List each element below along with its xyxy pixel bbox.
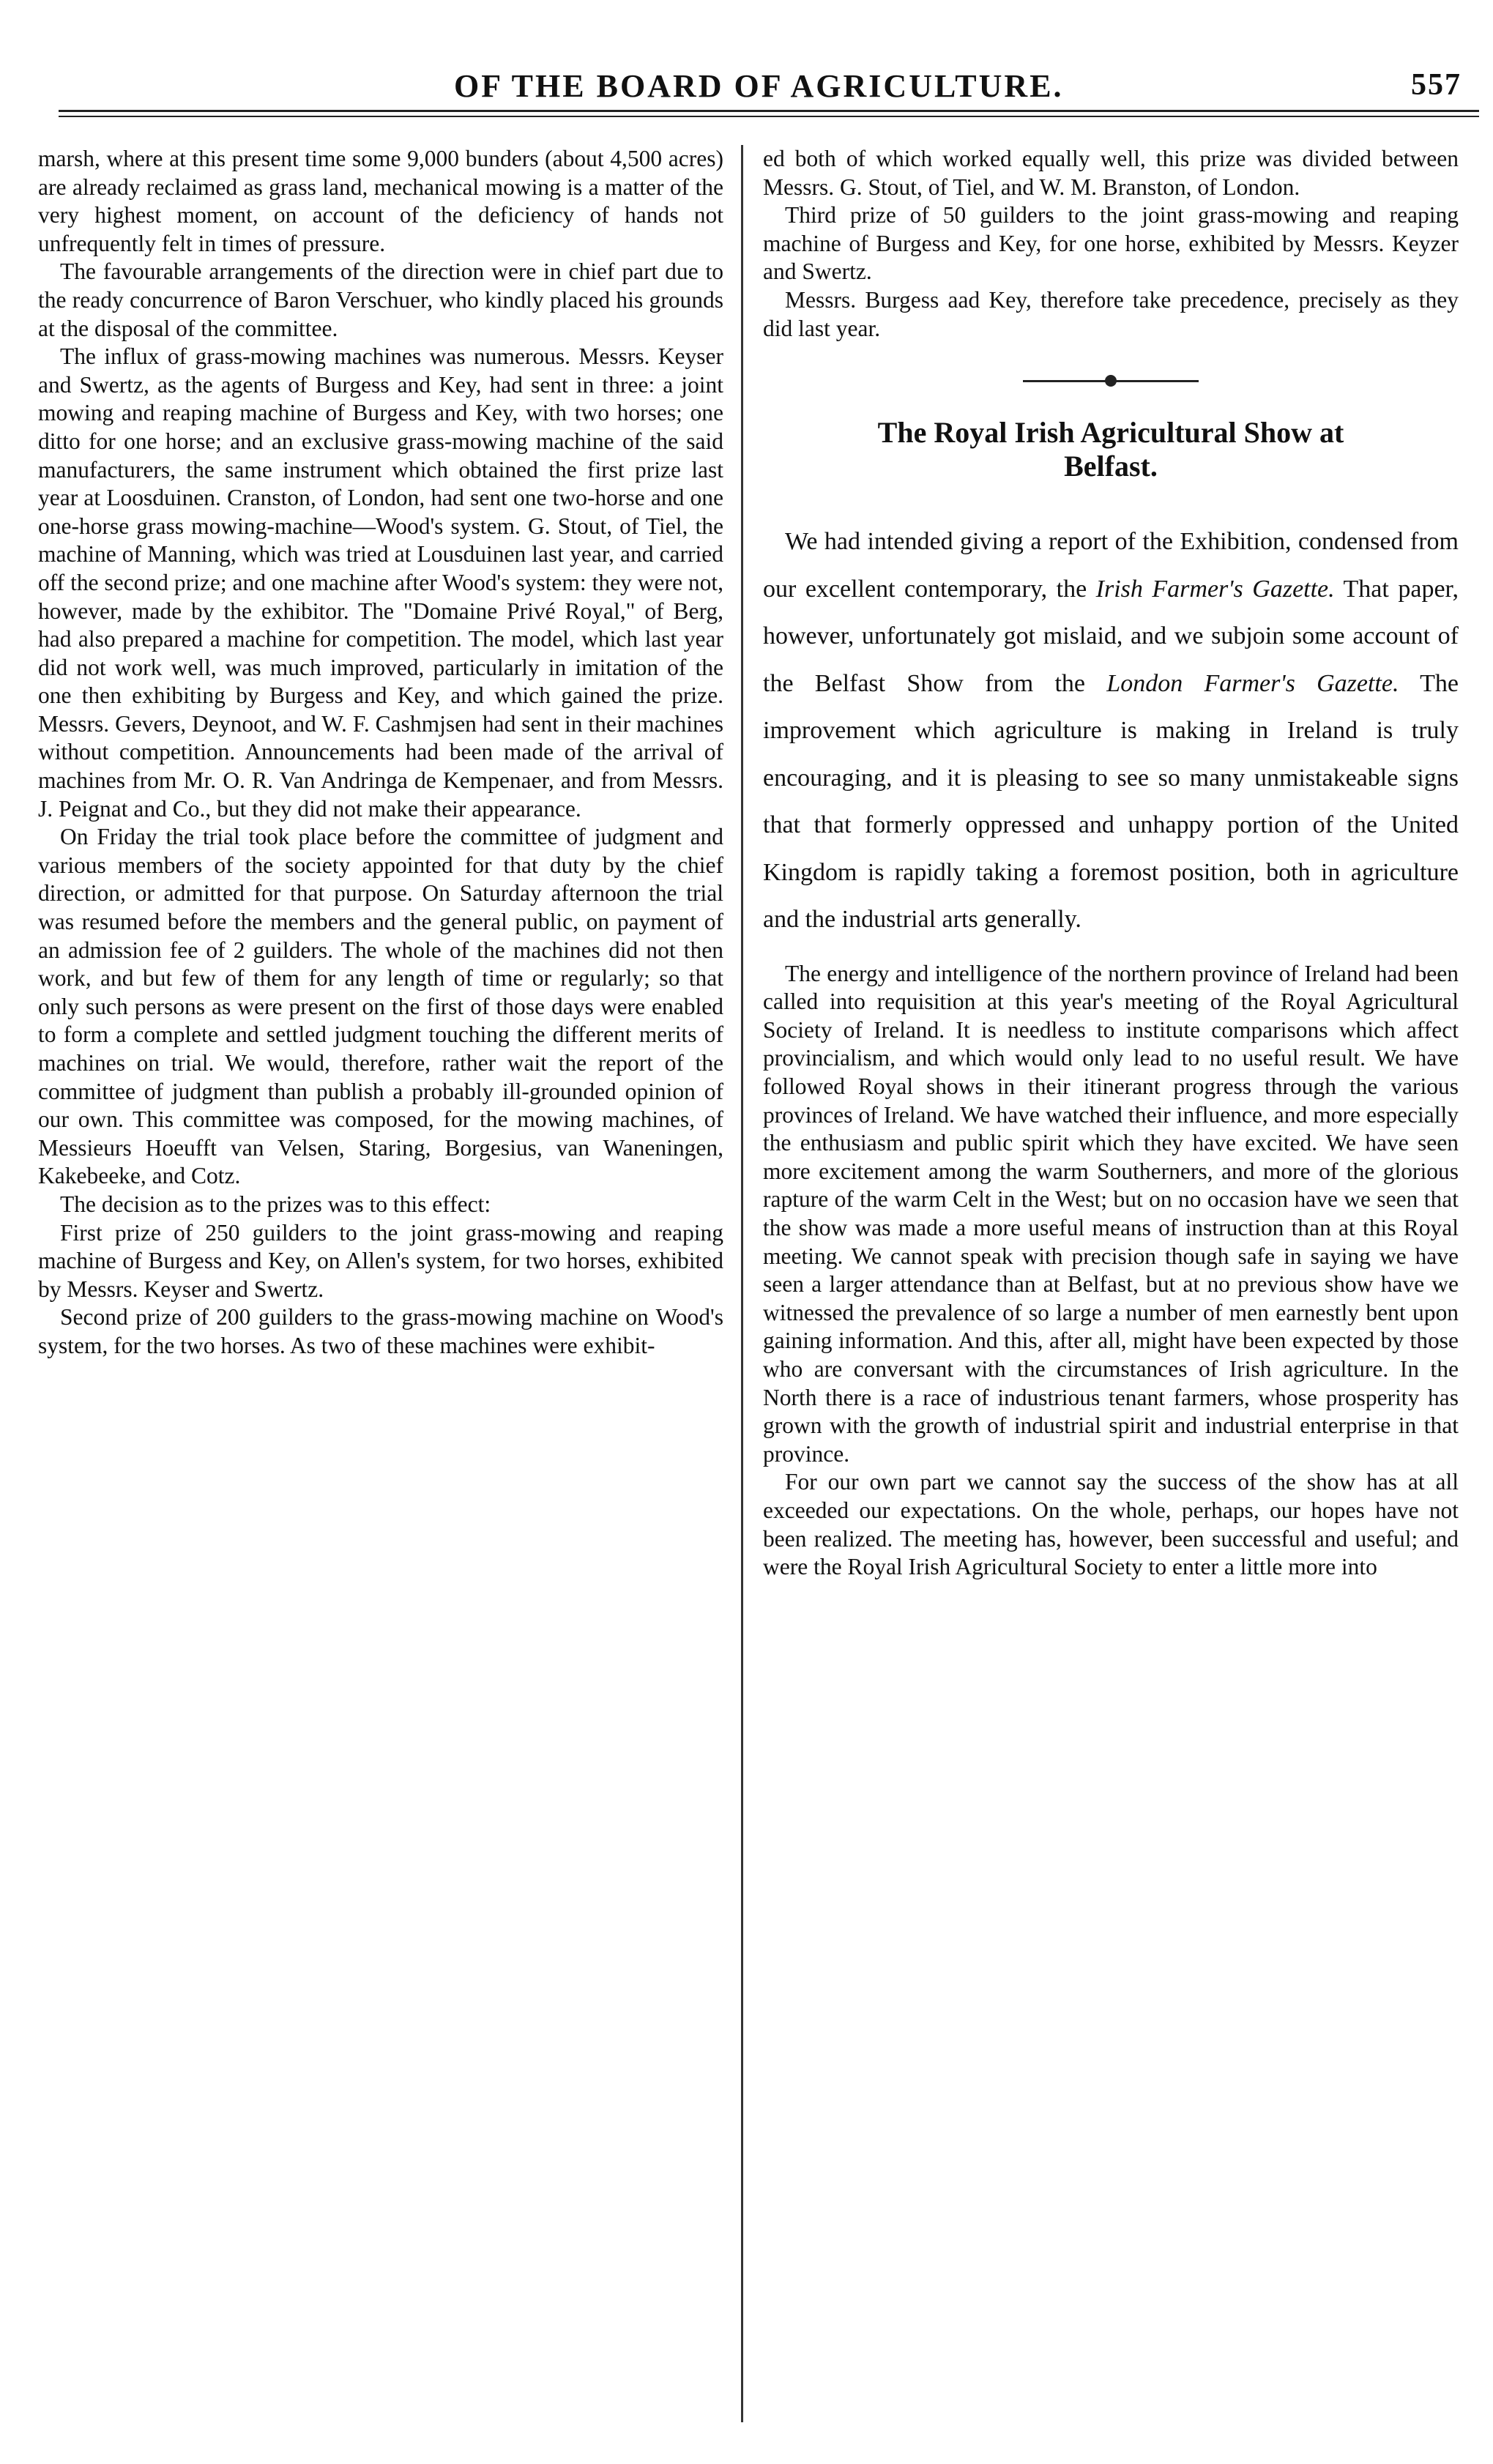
intro-text: We had intended giving a report of the Exhibition, condensed from our excellent contemporary, the bbox=[763, 528, 1459, 603]
left-column bbox=[38, 145, 723, 2430]
paragraph: On Friday the trial took place before the committee of judgment and various members of the society appointed for that duty by the chief direction, or admitted for that purpose. On Saturday afternoon the trial was resumed before the members and the general public, on payment of an admission fee of 2 guilders. The whole of the machines did not then work, and but few of them for any length of time or regularly; so that only such persons as were present on the first of those days were enabled to form a complete and settled judgment touching the different merits of machines on trial. We would, therefore, rather wait the report of the committee of judgment than publish a probably ill-grounded opinion of our own. This committee was composed, for the mowing machines, of Messieurs Hoeufft van Velsen, Staring, Borgesius, van Waneningen, Kakebeeke, and Cotz. bbox=[38, 824, 723, 1189]
page-number: 557 bbox=[1411, 68, 1462, 102]
section-heading-line-2: Belfast. bbox=[1064, 450, 1158, 483]
paragraph: The energy and intelligence of the northern province of Ireland had been called into requisition at this year's meeting of the Royal Agricultural Society of Ireland. It is needless to institute comparisons which affect provincialism, and which would only lead to no useful result. We have followed Royal shows in their itinerant progress through the various provinces of Ireland. We have watched their influence, and more especially the enthusiasm and public spirit which they have excited. We have seen more excitement among the warm Southerners, and more of the glorious rapture of the warm Celt in the West; but on no occasion have we seen that the show was made a more useful means of instruction than at this Royal meeting. We cannot speak with precision though safe in saying we have seen a larger attendance than at Belfast, but at no previous show have we witnessed the prevalence of so large a number of men earnestly bent upon gaining information. And this, after all, might have been expected by those who are conversant with the circumstances of Irish agriculture. In the North there is a race of industrious tenant farmers, whose prosperity has grown with the growth of industrial spirit and industrial enterprise in that province. bbox=[763, 960, 1459, 1467]
right-column bbox=[763, 145, 1459, 2430]
paragraph: For our own part we cannot say the success of the show has at all exceeded our expectations. On the whole, perhaps, our hopes have not been realized. The meeting has, however, been successful and useful; and were the Royal Irish Agricultural Society to enter a little more into bbox=[763, 1469, 1459, 1580]
running-title: OF THE BOARD OF AGRICULTURE. bbox=[454, 68, 1064, 104]
ornament-dot bbox=[1105, 375, 1117, 387]
paragraph: The influx of grass-mowing machines was numerous. Messrs. Keyser and Swertz, as the agents of Burgess and Key, had sent in three: a joint mowing and reaping machine of Burgess and Key, with two horses; one ditto for one horse; and an exclusive grass-mowing machine of the said manufacturers, the same instrument which obtained the first prize last year at Loosduinen. Cranston, of London, had sent one two-horse and one one-horse grass mowing-machine—Wood's system. G. Stout, of Tiel, the machine of Manning, which was tried at Lousduinen last year, and carried off the second prize; and one machine after Wood's system: they were not, however, made by the exhibitor. The "Domaine Privé Royal," of Berg, had also prepared a machine for competition. The model, which last year did not work well, was much improved, particularly in imitation of the one then exhibiting by Burgess and Key, and which gained the prize. Messrs. Gevers, Deynoot, and W. F. Cashmjsen had sent in their machines without competition. Announcements had been made of the arrival of machines from Mr. O. R. Van Andringa de Kempenaer, and from Messrs. J. Peignat and Co., but they did not make their appearance. bbox=[38, 343, 723, 822]
paragraph: The favourable arrangements of the direction were in chief part due to the ready concurrence of Baron Verschuer, who kindly placed his grounds at the disposal of the committee. bbox=[38, 258, 723, 341]
column-divider bbox=[741, 145, 743, 2422]
publication-title: London Farmer's Gazette. bbox=[1106, 669, 1399, 697]
publication-title: Irish Farmer's Gazette. bbox=[1095, 575, 1335, 603]
header-rule-thin bbox=[59, 116, 1479, 117]
paragraph: marsh, where at this present time some 9,000 bunders (about 4,500 acres) are already reclaimed as grass land, mechanical mowing is a matter of the very highest moment, on account of the deficiency of hands not unfrequently felt in times of pressure. bbox=[38, 146, 723, 256]
paragraph: The decision as to the prizes was to this effect: bbox=[60, 1191, 491, 1217]
section-ornament bbox=[1023, 375, 1199, 387]
intro-paragraph bbox=[763, 518, 1459, 944]
paragraph: Messrs. Burgess aad Key, therefore take precedence, precisely as they did last year. bbox=[763, 286, 1459, 341]
paragraph: ed both of which worked equally well, this prize was divided between Messrs. G. Stout, of Tiel, and W. M. Branston, of London. bbox=[763, 146, 1459, 200]
paragraph: First prize of 250 guilders to the joint grass-mowing and reaping machine of Burgess and Key, on Allen's system, for two horses, exhibited by Messrs. Keyser and Swertz. bbox=[38, 1219, 723, 1302]
paragraph: Third prize of 50 guilders to the joint grass-mowing and reaping machine of Burgess and Key, for one horse, exhibited by Messrs. Keyzer and Swertz. bbox=[763, 202, 1459, 285]
paragraph: Second prize of 200 guilders to the grass-mowing machine on Wood's system, for the two horses. As two of these machines were exhibit- bbox=[38, 1304, 723, 1358]
section-heading-line-1: The Royal Irish Agricultural Show at bbox=[877, 416, 1344, 450]
intro-text: The improvement which agriculture is making in Ireland is truly encouraging, and it is pleasing to see so many unmistakeable signs that that formerly oppressed and unhappy portion of the United Kingdom is rapidly taking a foremost position, both in agriculture and the industrial arts generally. bbox=[763, 669, 1459, 934]
section-heading bbox=[763, 416, 1459, 483]
page-header bbox=[59, 42, 1479, 113]
intro-text: That paper, however, unfortunately got mislaid, and we subjoin some account of the Belfast Show from the bbox=[763, 575, 1459, 697]
header-rule-thick bbox=[59, 110, 1479, 112]
